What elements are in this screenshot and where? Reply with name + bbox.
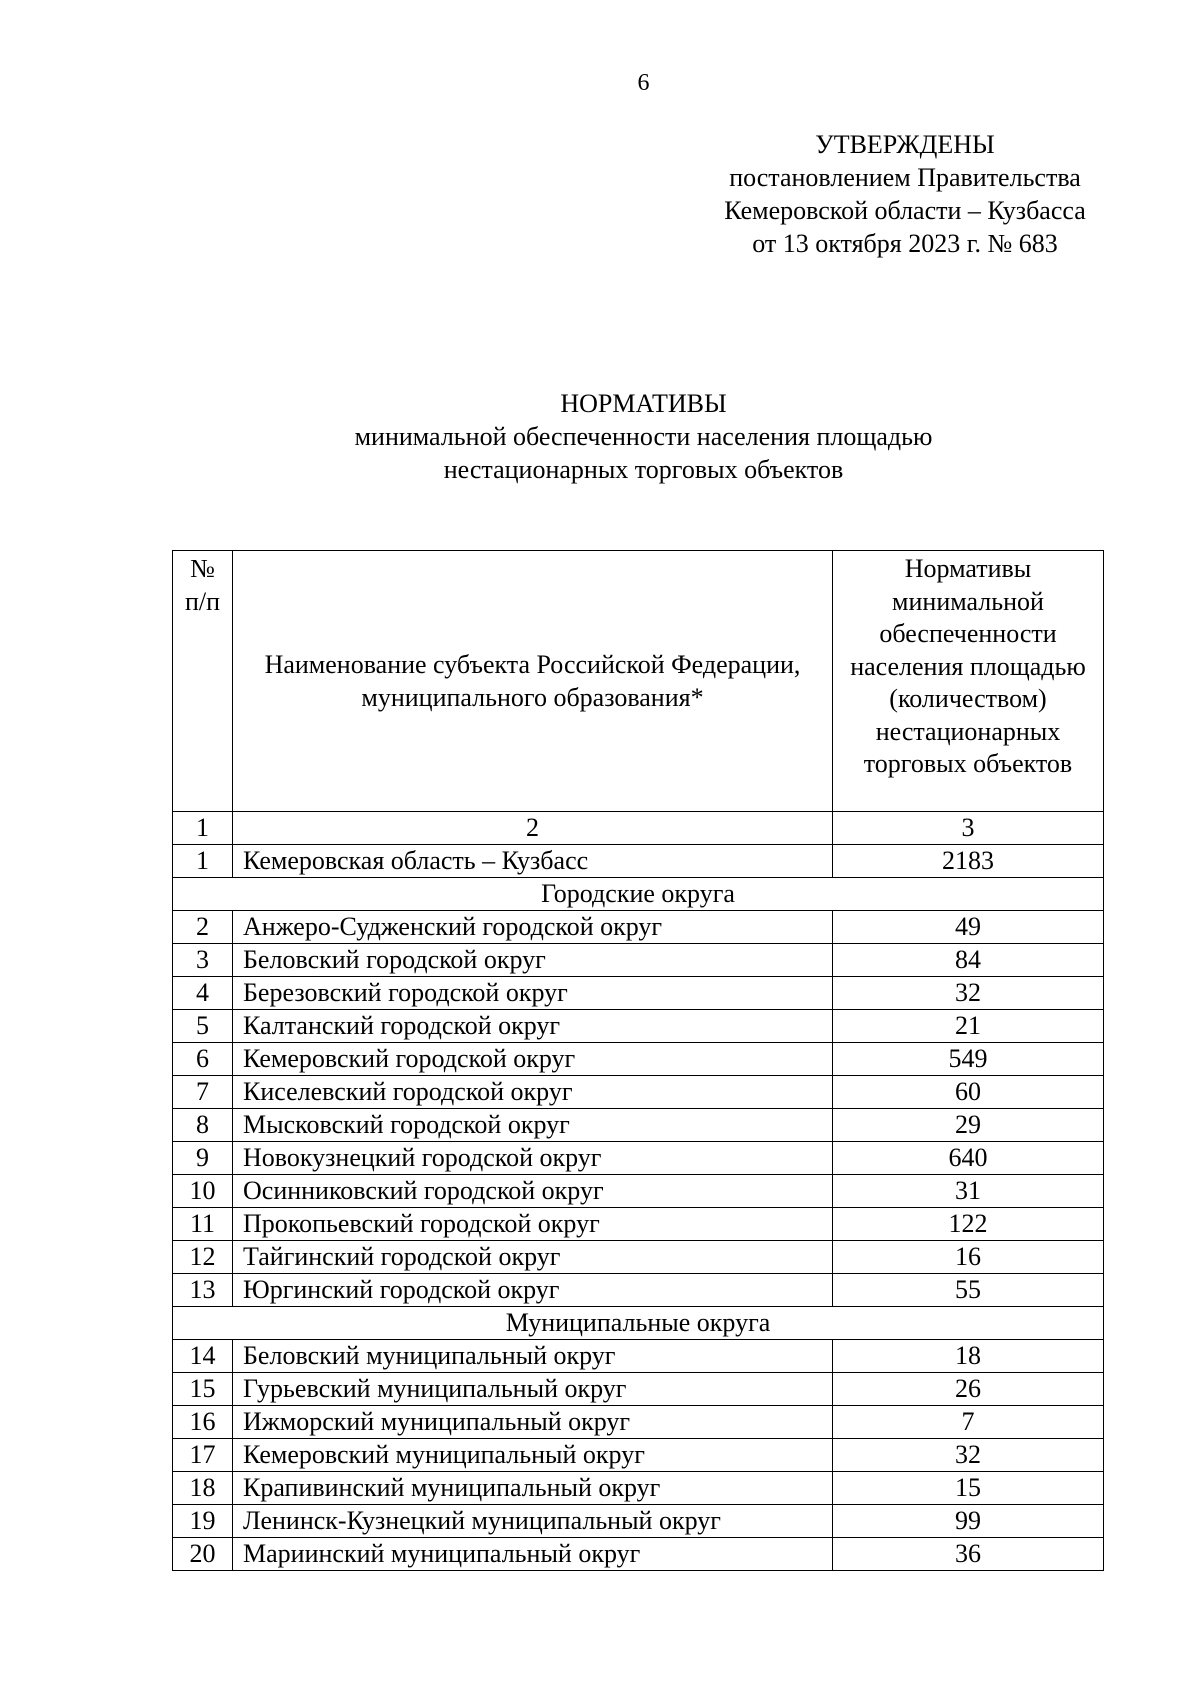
table-row xyxy=(173,1109,1104,1142)
row-num: 16 xyxy=(173,1406,233,1439)
row-name: Прокопьевский городской округ xyxy=(233,1208,833,1241)
row-value: 640 xyxy=(833,1142,1104,1175)
table-row xyxy=(173,1406,1104,1439)
page-number: 6 xyxy=(637,70,650,96)
row-value: 55 xyxy=(833,1274,1104,1307)
row-num: 11 xyxy=(173,1208,233,1241)
row-name: Мариинский муниципальный округ xyxy=(233,1538,833,1571)
title-heading: НОРМАТИВЫ xyxy=(560,389,727,418)
row-name: Осинниковский городской округ xyxy=(233,1175,833,1208)
row-value: 18 xyxy=(833,1340,1104,1373)
row-num: 20 xyxy=(173,1538,233,1571)
row-num: 6 xyxy=(173,1043,233,1076)
section-row-municipal xyxy=(173,1307,1104,1340)
table-row xyxy=(173,1142,1104,1175)
row-num: 7 xyxy=(173,1076,233,1109)
table-row xyxy=(173,1472,1104,1505)
header-num: № п/п xyxy=(173,551,233,812)
row-num: 12 xyxy=(173,1241,233,1274)
row-name: Калтанский городской округ xyxy=(233,1010,833,1043)
table-row xyxy=(173,1340,1104,1373)
table-row xyxy=(173,845,1104,878)
row-num: 4 xyxy=(173,977,233,1010)
table-row xyxy=(173,1274,1104,1307)
row-num: 1 xyxy=(173,845,233,878)
table-row xyxy=(173,1439,1104,1472)
column-number: 1 xyxy=(173,812,233,845)
section-row-city xyxy=(173,878,1104,911)
table-row xyxy=(173,1010,1104,1043)
row-name: Кемеровский муниципальный округ xyxy=(233,1439,833,1472)
row-value: 549 xyxy=(833,1043,1104,1076)
row-name: Кемеровский городской округ xyxy=(233,1043,833,1076)
approval-heading: УТВЕРЖДЕНЫ xyxy=(815,130,995,159)
title-subline: минимальной обеспеченности населения площадью xyxy=(354,422,933,451)
row-name: Беловский городской округ xyxy=(233,944,833,977)
header-value: Нормативы минимальной обеспеченности населения площадью (количеством) нестационарных торговых объектов xyxy=(833,551,1104,812)
document-title xyxy=(0,387,1200,486)
row-num: 5 xyxy=(173,1010,233,1043)
row-name: Новокузнецкий городской округ xyxy=(233,1142,833,1175)
row-name: Крапивинский муниципальный округ xyxy=(233,1472,833,1505)
row-name: Юргинский городской округ xyxy=(233,1274,833,1307)
approval-block xyxy=(690,128,1120,260)
row-value: 36 xyxy=(833,1538,1104,1571)
row-num: 19 xyxy=(173,1505,233,1538)
table-row xyxy=(173,977,1104,1010)
approval-date: от 13 октября 2023 г. № 683 xyxy=(752,229,1058,258)
table-row xyxy=(173,944,1104,977)
row-name: Анжеро-Судженский городской округ xyxy=(233,911,833,944)
row-name: Киселевский городской округ xyxy=(233,1076,833,1109)
header-name: Наименование субъекта Российской Федерации, муниципального образования* xyxy=(233,551,833,812)
row-value: 29 xyxy=(833,1109,1104,1142)
row-num: 10 xyxy=(173,1175,233,1208)
row-num: 2 xyxy=(173,911,233,944)
row-name: Гурьевский муниципальный округ xyxy=(233,1373,833,1406)
row-value: 32 xyxy=(833,977,1104,1010)
row-num: 14 xyxy=(173,1340,233,1373)
section-title: Городские округа xyxy=(173,878,1104,911)
table-row xyxy=(173,1208,1104,1241)
row-num: 17 xyxy=(173,1439,233,1472)
row-name: Ижморский муниципальный округ xyxy=(233,1406,833,1439)
row-value: 60 xyxy=(833,1076,1104,1109)
row-value: 99 xyxy=(833,1505,1104,1538)
row-num: 8 xyxy=(173,1109,233,1142)
row-value: 21 xyxy=(833,1010,1104,1043)
section-title: Муниципальные округа xyxy=(173,1307,1104,1340)
table-row xyxy=(173,1538,1104,1571)
table-row xyxy=(173,1175,1104,1208)
table-header-row xyxy=(173,551,1104,812)
row-name: Беловский муниципальный округ xyxy=(233,1340,833,1373)
row-num: 18 xyxy=(173,1472,233,1505)
row-value: 2183 xyxy=(833,845,1104,878)
table-row xyxy=(173,1373,1104,1406)
title-subline: нестационарных торговых объектов xyxy=(443,455,844,484)
table-row xyxy=(173,1043,1104,1076)
row-name: Мысковский городской округ xyxy=(233,1109,833,1142)
column-number: 2 xyxy=(233,812,833,845)
row-value: 7 xyxy=(833,1406,1104,1439)
row-value: 32 xyxy=(833,1439,1104,1472)
table-row xyxy=(173,1241,1104,1274)
table-row xyxy=(173,1505,1104,1538)
column-numbers-row xyxy=(173,812,1104,845)
row-value: 49 xyxy=(833,911,1104,944)
row-value: 15 xyxy=(833,1472,1104,1505)
row-value: 84 xyxy=(833,944,1104,977)
row-value: 122 xyxy=(833,1208,1104,1241)
row-name: Тайгинский городской округ xyxy=(233,1241,833,1274)
row-num: 9 xyxy=(173,1142,233,1175)
approval-line: Кемеровской области – Кузбасса xyxy=(724,196,1086,225)
column-number: 3 xyxy=(833,812,1104,845)
norms-table xyxy=(172,550,1104,1571)
row-name: Березовский городской округ xyxy=(233,977,833,1010)
row-value: 26 xyxy=(833,1373,1104,1406)
table-row xyxy=(173,911,1104,944)
table-row xyxy=(173,1076,1104,1109)
row-num: 3 xyxy=(173,944,233,977)
row-name: Кемеровская область – Кузбасс xyxy=(233,845,833,878)
row-value: 16 xyxy=(833,1241,1104,1274)
row-num: 15 xyxy=(173,1373,233,1406)
row-name: Ленинск-Кузнецкий муниципальный округ xyxy=(233,1505,833,1538)
approval-line: постановлением Правительства xyxy=(729,163,1081,192)
row-value: 31 xyxy=(833,1175,1104,1208)
row-num: 13 xyxy=(173,1274,233,1307)
